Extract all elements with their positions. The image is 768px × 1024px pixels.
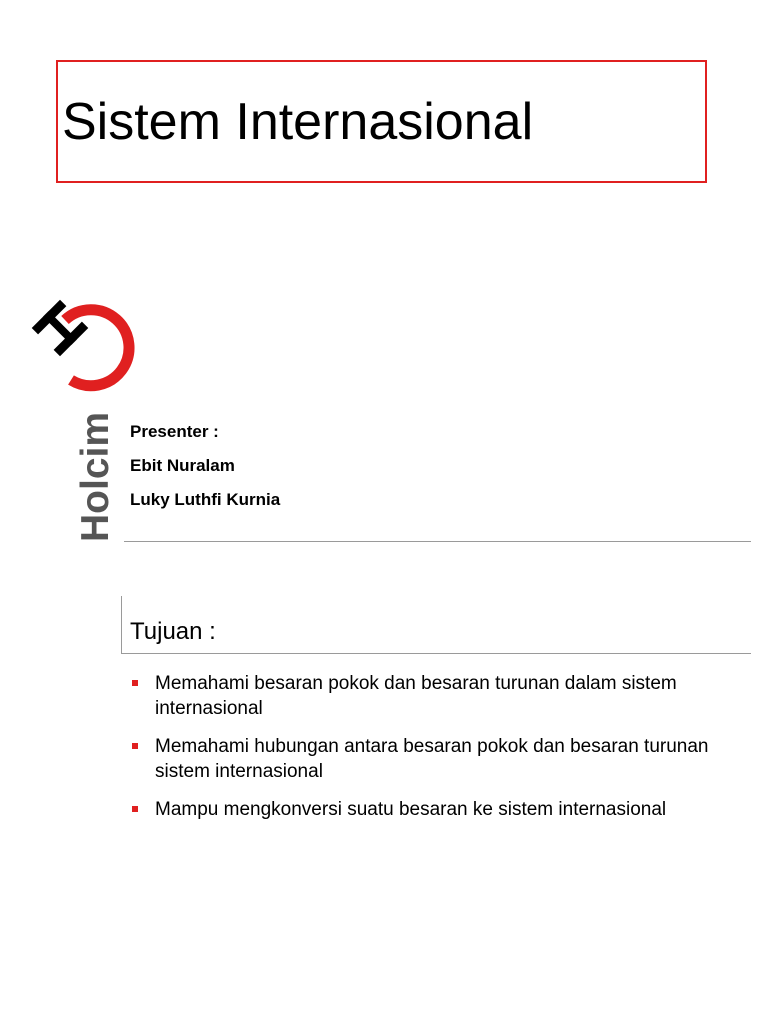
- holcim-logo-graphic: [28, 300, 117, 546]
- holcim-logo: [28, 300, 117, 546]
- logo-arc-shape: [65, 310, 129, 386]
- presenter-name: Ebit Nuralam: [130, 456, 235, 475]
- slide-title: Sistem Internasional: [62, 93, 534, 151]
- objective-text: Memahami hubungan antara besaran pokok dan besaran turunan sistem internasional: [155, 736, 709, 782]
- objective-item: [130, 734, 745, 784]
- section-heading: Tujuan :: [130, 618, 216, 645]
- presenter-label: Presenter :: [130, 422, 219, 441]
- section-accent-line: [121, 596, 122, 654]
- bullet-square-icon: [132, 680, 138, 686]
- objectives-list: [130, 671, 745, 835]
- presenter-block: [130, 420, 280, 522]
- objective-item: [130, 671, 745, 721]
- divider-line: [124, 541, 751, 542]
- title-box: [56, 60, 707, 183]
- objective-text: Memahami besaran pokok dan besaran turunan dalam sistem internasional: [155, 673, 677, 719]
- section-divider-line: [122, 653, 751, 654]
- bullet-square-icon: [132, 743, 138, 749]
- logo-text: Holcim: [74, 411, 117, 542]
- presenter-name: Luky Luthfi Kurnia: [130, 490, 281, 509]
- objective-text: Mampu mengkonversi suatu besaran ke sistem internasional: [155, 799, 667, 820]
- objective-item: [130, 797, 745, 822]
- bullet-square-icon: [132, 806, 138, 812]
